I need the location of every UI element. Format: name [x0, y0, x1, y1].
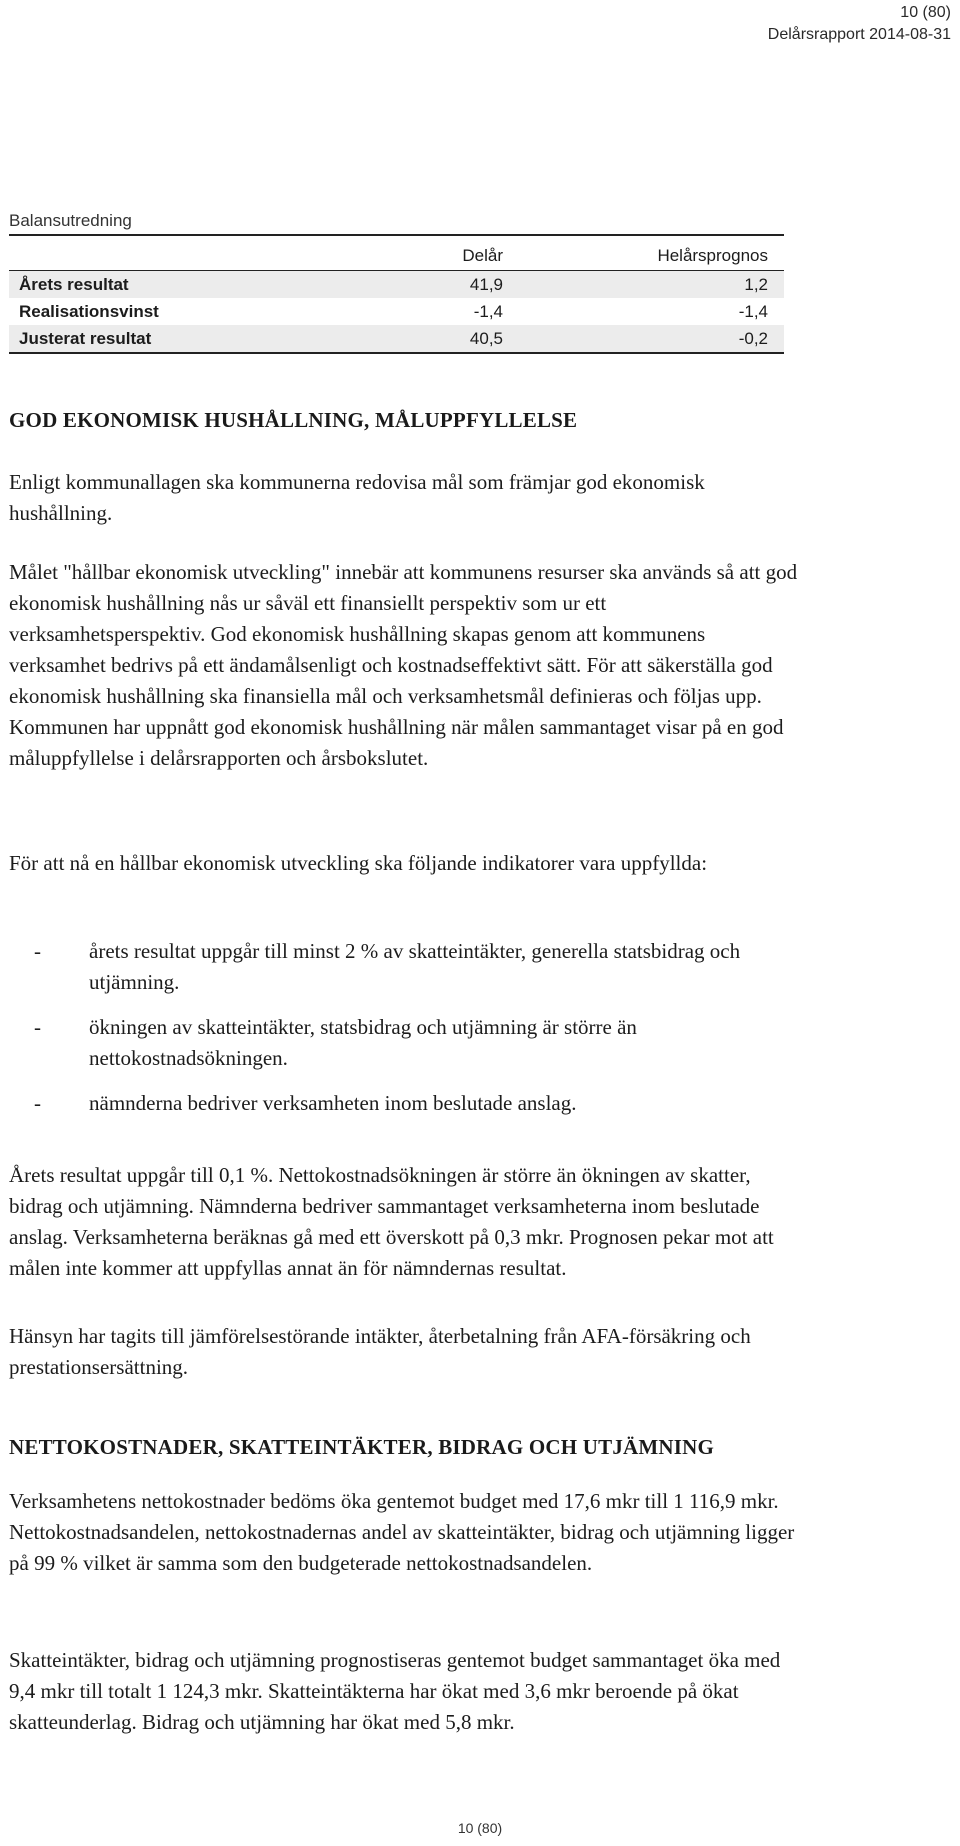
row-prognos-value: -1,4	[738, 301, 768, 321]
paragraph-hallbar-utveckling: Målet "hållbar ekonomisk utveckling" innebär att kommunens resurser ska används så att god ekonomisk hushållning nås ur såväl ett finansiellt perspektiv som ur ett verksamhetsperspektiv. God ekonomisk hushållning skapas genom att kommunens verksamhet bedrivs på ett ändamålsenligt och kostnadseffektivt sätt. För att säkerställa god ekonomisk hushållning ska finansiella mål och verksamhetsmål definieras och följas upp. Kommunen har uppnått god ekonomisk hushållning när målen sammantaget visar på en god måluppfyllelse i delårsrapporten och årsbokslutet.	[9, 560, 798, 770]
column-header-helarsprognos: Helårsprognos	[519, 242, 784, 271]
page-number: 10 (80)	[900, 4, 951, 21]
row-label: Årets resultat	[9, 271, 279, 299]
list-item-text: årets resultat uppgår till minst 2 % av skatteintäkter, generella statsbidrag och utjämning.	[89, 939, 741, 994]
caption-divider	[9, 234, 784, 236]
table-caption: Balansutredning	[9, 211, 132, 230]
paragraph-nettokostnader: Verksamhetens nettokostnader bedöms öka gentemot budget med 17,6 mkr till 1 116,9 mkr. Nettokostnadsandelen, nettokostnadernas andel av skatteintäkter, bidrag och utjämning ligger på 99 % vilket är samma som den budgeterade nettokostnadsandelen.	[9, 1489, 795, 1575]
page-footer: 10 (80)	[457, 1820, 503, 1836]
paragraph-skatteintakter: Skatteintäkter, bidrag och utjämning prognostiseras gentemot budget sammantaget öka med 9,4 mkr till totalt 1 124,3 mkr. Skatteintäkterna har ökat med 3,6 mkr beroende på ökat skatteunderlag. Bidrag och utjämning har ökat med 5,8 mkr.	[9, 1648, 781, 1734]
indicator-list	[9, 936, 799, 1119]
bullet-dash: -	[34, 1015, 41, 1039]
table-row	[9, 325, 784, 353]
table-row	[9, 298, 784, 325]
list-item	[9, 1012, 799, 1074]
section-heading-nettokostnader: NETTOKOSTNADER, SKATTEINTÄKTER, BIDRAG OCH UTJÄMNING	[9, 1435, 715, 1459]
paragraph-arets-resultat: Årets resultat uppgår till 0,1 %. Nettokostnadsökningen är större än ökningen av skatter, bidrag och utjämning. Nämnderna bedriver sammantaget verksamheterna inom beslutade anslag. Verksamheterna beräknas gå med ett överskott på 0,3 mkr. Prognosen pekar mot att målen inte kommer att uppfyllas annat än för nämndernas resultat.	[9, 1163, 774, 1280]
row-delar-value: 41,9	[279, 271, 519, 299]
paragraph-hansyn: Hänsyn har tagits till jämförelsestörande intäkter, återbetalning från AFA-försäkring och prestationsersättning.	[9, 1324, 751, 1379]
paragraph-kommunallagen: Enligt kommunallagen ska kommunerna redovisa mål som främjar god ekonomisk hushållning.	[9, 470, 705, 525]
balance-table	[9, 242, 784, 354]
column-header-label	[9, 242, 279, 271]
list-item-text: nämnderna bedriver verksamheten inom beslutade anslag.	[89, 1091, 577, 1115]
row-delar-value: 40,5	[279, 325, 519, 353]
row-prognos-value: -0,2	[519, 325, 784, 353]
row-prognos-value: 1,2	[519, 271, 784, 299]
row-label: Realisationsvinst	[19, 301, 159, 321]
report-title: Delårsrapport 2014-08-31	[767, 26, 951, 43]
paragraph-indikatorer-intro: För att nå en hållbar ekonomisk utveckling ska följande indikatorer vara uppfyllda:	[9, 851, 708, 875]
list-item-text: ökningen av skatteintäkter, statsbidrag och utjämning är större än nettokostnadsökningen.	[89, 1015, 637, 1070]
list-item	[9, 936, 799, 998]
bullet-dash: -	[34, 1091, 41, 1115]
row-delar-value: -1,4	[473, 301, 503, 321]
bullet-dash: -	[34, 939, 41, 963]
column-header-delar: Delår	[279, 242, 519, 271]
page-header	[768, 2, 951, 46]
row-label: Justerat resultat	[9, 325, 279, 353]
section-heading-god-ekonomisk-hushallning: GOD EKONOMISK HUSHÅLLNING, MÅLUPPFYLLELSE	[9, 408, 578, 432]
list-item	[9, 1088, 799, 1119]
table-row	[9, 271, 784, 299]
table-header-row	[9, 242, 784, 271]
